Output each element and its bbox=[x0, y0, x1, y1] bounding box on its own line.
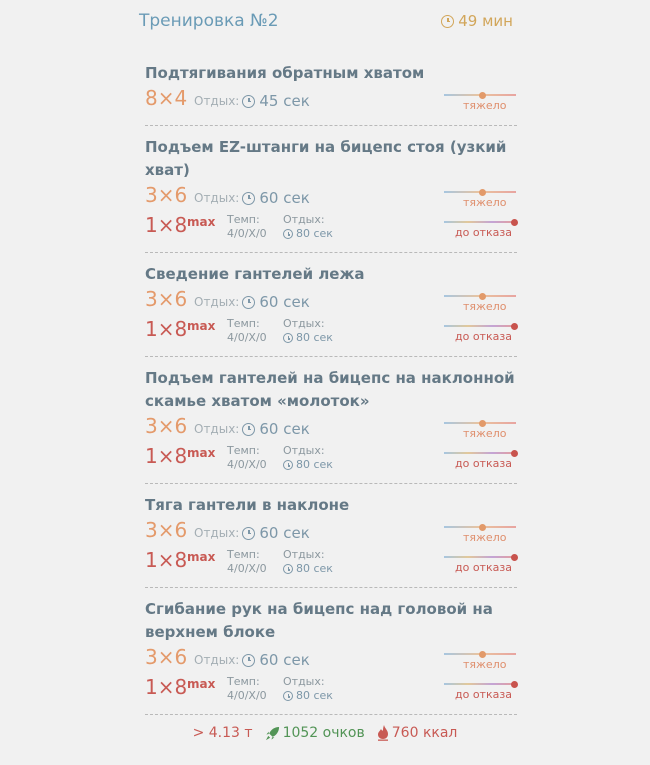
rest-label: Отдых: bbox=[194, 653, 240, 667]
sets-reps: 3×6 bbox=[145, 518, 188, 542]
exercise-name-line: Подъем гантелей на бицепс на наклонной bbox=[145, 369, 515, 387]
max-sets-reps: 1×8 bbox=[145, 213, 188, 237]
max-rest-info bbox=[283, 444, 333, 472]
clock-icon bbox=[242, 192, 255, 205]
max-label: max bbox=[187, 215, 216, 229]
tempo-value: 4/0/X/0 bbox=[227, 562, 267, 575]
intensity-indicator bbox=[444, 554, 516, 576]
intensity-indicator bbox=[444, 219, 516, 241]
tempo-label: Темп: bbox=[227, 548, 260, 561]
intensity-dot bbox=[479, 420, 486, 427]
exercise-name-line: Сгибание рук на бицепс над головой на bbox=[145, 600, 493, 618]
max-set-row bbox=[145, 318, 517, 348]
tempo-info bbox=[227, 317, 267, 345]
intensity-label: до отказа bbox=[455, 330, 512, 343]
rest-info bbox=[194, 420, 310, 438]
workout-header bbox=[0, 0, 650, 44]
rest-label: Отдых: bbox=[194, 191, 240, 205]
workout-duration bbox=[441, 12, 513, 30]
rest-label: Отдых: bbox=[194, 295, 240, 309]
intensity-dot bbox=[479, 92, 486, 99]
max-label: max bbox=[187, 446, 216, 460]
exercise-item[interactable] bbox=[145, 263, 517, 357]
rest-info bbox=[194, 189, 310, 207]
exercise-item[interactable] bbox=[145, 598, 517, 715]
clock-icon bbox=[283, 229, 293, 239]
intensity-track bbox=[444, 325, 516, 327]
points-info bbox=[265, 725, 365, 741]
tempo-value: 4/0/X/0 bbox=[227, 331, 267, 344]
intensity-indicator bbox=[444, 323, 516, 345]
rest-label: Отдых: bbox=[283, 213, 325, 226]
max-rest-info bbox=[283, 675, 333, 703]
max-set-row bbox=[145, 445, 517, 475]
intensity-label: тяжело bbox=[463, 99, 507, 112]
intensity-indicator bbox=[444, 651, 516, 673]
flame-icon bbox=[377, 725, 389, 741]
intensity-track bbox=[444, 683, 516, 685]
exercise-name: Сведение гантелей лежа bbox=[145, 265, 365, 283]
max-set-row bbox=[145, 214, 517, 244]
tonnage-value: > 4.13 т bbox=[192, 725, 253, 741]
intensity-dot bbox=[511, 554, 518, 561]
intensity-label: до отказа bbox=[455, 226, 512, 239]
max-rest-value: 80 сек bbox=[296, 227, 333, 240]
exercise-item[interactable] bbox=[145, 367, 517, 484]
rest-value: 60 сек bbox=[259, 189, 310, 207]
intensity-label: до отказа bbox=[455, 457, 512, 470]
rest-value: 60 сек bbox=[259, 293, 310, 311]
tempo-label: Темп: bbox=[227, 675, 260, 688]
rest-label: Отдых: bbox=[194, 94, 240, 108]
exercise-name: Тяга гантели в наклоне bbox=[145, 496, 350, 514]
exercise-name-line: верхнем блоке bbox=[145, 623, 276, 641]
rest-info bbox=[194, 293, 310, 311]
clock-icon bbox=[283, 691, 293, 701]
set-row bbox=[145, 646, 517, 676]
workout-title: Тренировка №2 bbox=[139, 11, 279, 31]
max-label: max bbox=[187, 550, 216, 564]
clock-icon bbox=[242, 527, 255, 540]
tempo-label: Темп: bbox=[227, 317, 260, 330]
intensity-indicator bbox=[444, 420, 516, 442]
tempo-value: 4/0/X/0 bbox=[227, 458, 267, 471]
rest-label: Отдых: bbox=[283, 548, 325, 561]
calories-value: 760 ккал bbox=[391, 725, 458, 741]
tempo-info bbox=[227, 444, 267, 472]
max-sets-reps: 1×8 bbox=[145, 444, 188, 468]
intensity-dot bbox=[479, 524, 486, 531]
duration-value: 49 мин bbox=[458, 12, 513, 30]
rest-value: 45 сек bbox=[259, 92, 310, 110]
max-rest-value: 80 сек bbox=[296, 331, 333, 344]
clock-icon bbox=[283, 333, 293, 343]
max-set-row bbox=[145, 549, 517, 579]
rest-info bbox=[194, 524, 310, 542]
max-rest-info bbox=[283, 548, 333, 576]
rest-label: Отдых: bbox=[194, 422, 240, 436]
clock-icon bbox=[441, 15, 454, 28]
max-rest-value: 80 сек bbox=[296, 458, 333, 471]
rest-value: 60 сек bbox=[259, 420, 310, 438]
rest-info bbox=[194, 92, 310, 110]
max-label: max bbox=[187, 319, 216, 333]
intensity-label: тяжело bbox=[463, 658, 507, 671]
max-rest-info bbox=[283, 317, 333, 345]
tempo-label: Темп: bbox=[227, 444, 260, 457]
intensity-indicator bbox=[444, 293, 516, 315]
sets-reps: 3×6 bbox=[145, 645, 188, 669]
set-row bbox=[145, 184, 517, 214]
sets-reps: 3×6 bbox=[145, 183, 188, 207]
intensity-dot bbox=[511, 323, 518, 330]
rest-label: Отдых: bbox=[283, 444, 325, 457]
exercise-name-line: скамье хватом «молоток» bbox=[145, 392, 370, 410]
intensity-label: тяжело bbox=[463, 300, 507, 313]
intensity-dot bbox=[479, 293, 486, 300]
intensity-indicator bbox=[444, 189, 516, 211]
clock-icon bbox=[242, 423, 255, 436]
rest-info bbox=[194, 651, 310, 669]
intensity-dot bbox=[511, 219, 518, 226]
exercise-name bbox=[145, 598, 517, 644]
max-rest-value: 80 сек bbox=[296, 689, 333, 702]
sets-reps: 3×6 bbox=[145, 287, 188, 311]
intensity-dot bbox=[511, 450, 518, 457]
rest-label: Отдых: bbox=[283, 317, 325, 330]
intensity-indicator bbox=[444, 524, 516, 546]
tempo-label: Темп: bbox=[227, 213, 260, 226]
clock-icon bbox=[242, 296, 255, 309]
tempo-info bbox=[227, 675, 267, 703]
intensity-label: до отказа bbox=[455, 561, 512, 574]
set-row bbox=[145, 415, 517, 445]
set-row bbox=[145, 288, 517, 318]
exercise-name bbox=[145, 367, 517, 413]
exercise-list bbox=[145, 62, 517, 725]
intensity-track bbox=[444, 221, 516, 223]
intensity-dot bbox=[511, 681, 518, 688]
exercise-item[interactable] bbox=[145, 62, 517, 126]
workout-summary bbox=[0, 725, 650, 741]
tempo-value: 4/0/X/0 bbox=[227, 689, 267, 702]
set-row bbox=[145, 87, 517, 117]
max-rest-value: 80 сек bbox=[296, 562, 333, 575]
tempo-value: 4/0/X/0 bbox=[227, 227, 267, 240]
exercise-item[interactable] bbox=[145, 494, 517, 588]
clock-icon bbox=[242, 95, 255, 108]
clock-icon bbox=[283, 460, 293, 470]
clock-icon bbox=[242, 654, 255, 667]
rest-label: Отдых: bbox=[283, 675, 325, 688]
intensity-indicator bbox=[444, 681, 516, 703]
max-sets-reps: 1×8 bbox=[145, 317, 188, 341]
max-sets-reps: 1×8 bbox=[145, 548, 188, 572]
points-value: 1052 очков bbox=[282, 725, 365, 741]
set-row bbox=[145, 519, 517, 549]
intensity-dot bbox=[479, 651, 486, 658]
rest-value: 60 сек bbox=[259, 651, 310, 669]
tempo-info bbox=[227, 548, 267, 576]
max-label: max bbox=[187, 677, 216, 691]
intensity-label: тяжело bbox=[463, 196, 507, 209]
calories-info bbox=[377, 725, 458, 741]
rest-label: Отдых: bbox=[194, 526, 240, 540]
intensity-indicator bbox=[444, 450, 516, 472]
intensity-indicator bbox=[444, 92, 516, 114]
intensity-label: до отказа bbox=[455, 688, 512, 701]
tempo-info bbox=[227, 213, 267, 241]
clock-icon bbox=[283, 564, 293, 574]
intensity-track bbox=[444, 452, 516, 454]
max-sets-reps: 1×8 bbox=[145, 675, 188, 699]
rocket-icon bbox=[265, 726, 280, 741]
exercise-name: Подтягивания обратным хватом bbox=[145, 64, 425, 82]
sets-reps: 3×6 bbox=[145, 414, 188, 438]
intensity-dot bbox=[479, 189, 486, 196]
max-rest-info bbox=[283, 213, 333, 241]
intensity-label: тяжело bbox=[463, 427, 507, 440]
exercise-item[interactable] bbox=[145, 136, 517, 253]
intensity-label: тяжело bbox=[463, 531, 507, 544]
intensity-track bbox=[444, 556, 516, 558]
max-set-row bbox=[145, 676, 517, 706]
sets-reps: 8×4 bbox=[145, 86, 188, 110]
rest-value: 60 сек bbox=[259, 524, 310, 542]
exercise-name: Подъем EZ-штанги на бицепс стоя (узкий хват) bbox=[145, 138, 507, 179]
